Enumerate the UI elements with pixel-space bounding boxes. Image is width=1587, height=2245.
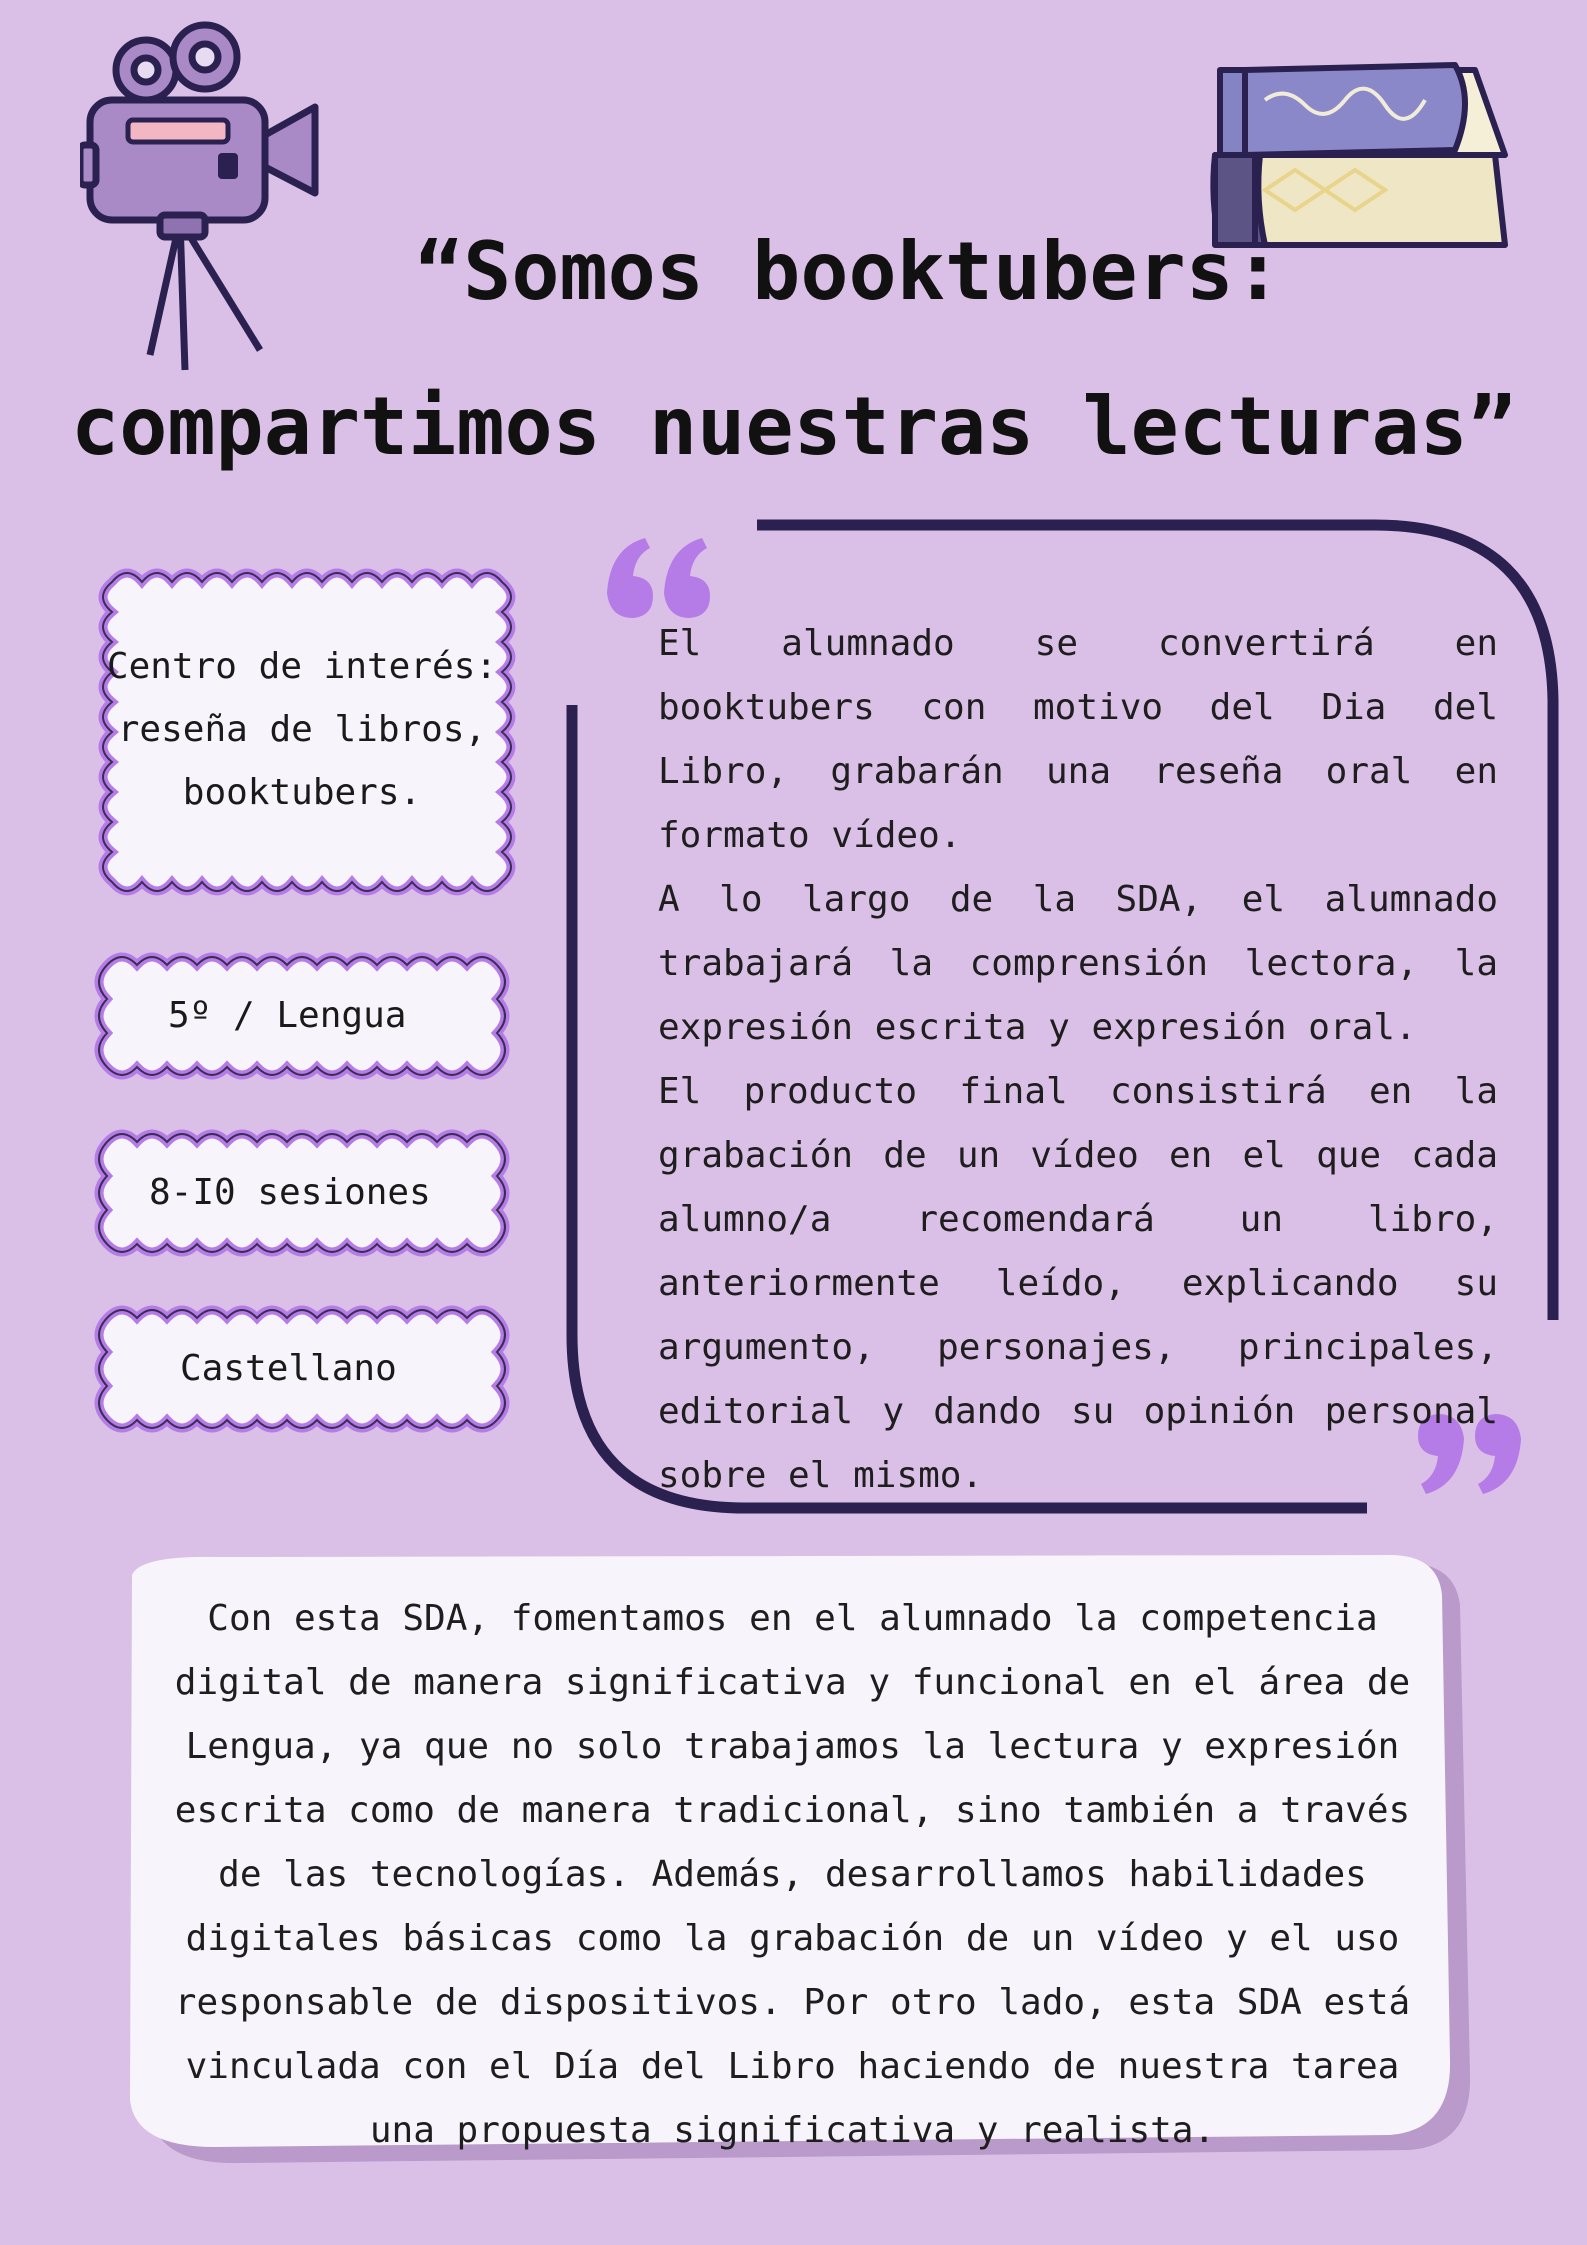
- description-text: [658, 612, 1498, 1508]
- topic-line-1: Centro de interés:: [106, 646, 498, 687]
- topic-line-2: reseña de libros,: [117, 709, 487, 750]
- description-paragraph: El producto final consistirá en la grabación de un vídeo en el que cada alumno/a recomendará un libro, anteriormente leído, explicando su argumento, personajes, principales, editorial y dando su opinión personal sobre el mismo.: [658, 1071, 1498, 1496]
- info-box-topic: [82, 560, 522, 910]
- description-paragraph: A lo largo de la SDA, el alumnado trabajará la comprensión lectora, la expresión escrita y expresión oral.: [658, 879, 1498, 1048]
- info-box-sessions: [82, 1122, 527, 1262]
- description-paragraph: El alumnado se convertirá en booktubers con motivo del Dia del Libro, grabarán una reseña oral en formato vídeo.: [658, 623, 1498, 856]
- title-line-2: compartimos nuestras lecturas”: [71, 380, 1516, 473]
- open-quote-icon: [605, 538, 710, 620]
- sessions-label: 8-I0 sesiones: [149, 1171, 431, 1213]
- summary-text: Con esta SDA, fomentamos en el alumnado la competencia digital de manera significativa y funcional en el área de Lengua, ya que no solo trabajamos la lectura y expresión escrita como de manera tradicional, sino también a través de las tecnologías. Además, desarrollamos habilidades digitales básicas como la grabación de un vídeo y el uso responsable de dispositivos. Por otro lado, esta SDA está vinculada con el Día del Libro haciendo de nuestra tarea una propuesta significativa y realista.: [174, 1598, 1411, 2151]
- video-camera-icon: [80, 15, 330, 385]
- info-box-grade: [82, 945, 527, 1085]
- topic-line-3: booktubers.: [182, 772, 422, 813]
- grade-label: 5º / Lengua: [168, 994, 407, 1036]
- language-label: Castellano: [180, 1347, 397, 1389]
- info-box-language: [82, 1298, 527, 1438]
- title-line-1: “Somos booktubers:: [415, 225, 1282, 318]
